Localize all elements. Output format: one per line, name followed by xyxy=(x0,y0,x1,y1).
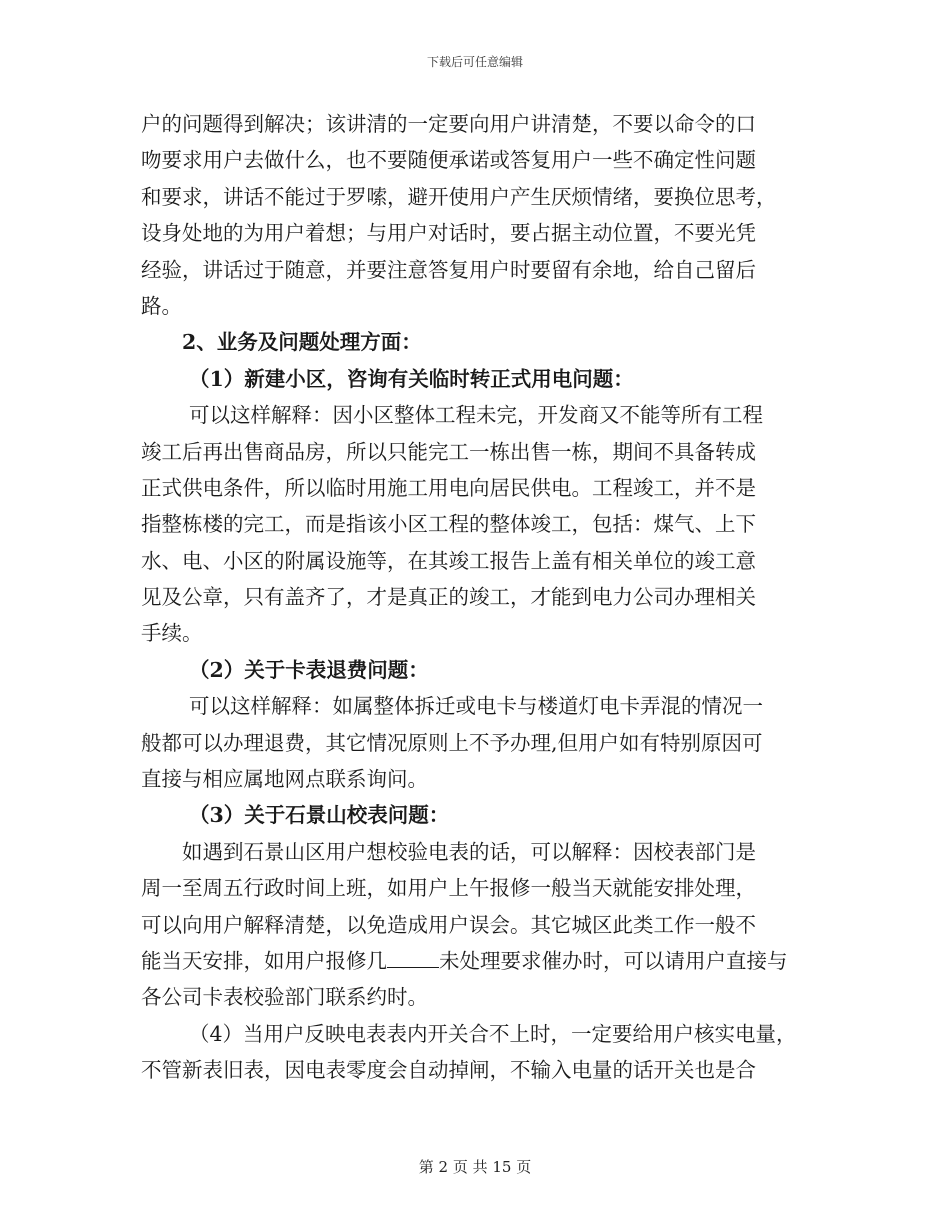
line-text-after-blank: 未处理要求催办时，可以请用户直接与 xyxy=(439,948,788,973)
line-text: 手续。 xyxy=(141,621,203,646)
text-line xyxy=(141,288,821,324)
text-line xyxy=(141,943,821,979)
text-line xyxy=(141,543,821,579)
text-line xyxy=(141,870,821,906)
text-line xyxy=(141,506,821,542)
text-line xyxy=(141,397,821,433)
line-text: 般都可以办理退费，其它情况原则上不予办理,但用户如有特别原因可 xyxy=(141,730,763,755)
line-text: 指整栋楼的完工，而是指该小区工程的整体竣工，包括：煤气、上下 xyxy=(141,512,756,537)
text-line xyxy=(141,725,821,761)
line-text: 竣工后再出售商品房，所以只能完工一栋出售一栋，期间不具备转成 xyxy=(141,439,756,464)
text-line xyxy=(141,1052,821,1088)
line-text: 见及公章，只有盖齐了，才是真正的竣工，才能到电力公司办理相关 xyxy=(141,585,756,610)
page-footer: 第 2 页 共 15 页 xyxy=(418,1158,532,1176)
document-body xyxy=(141,106,821,1089)
page-header: 下载后可任意编辑 xyxy=(426,55,523,69)
text-line xyxy=(141,579,821,615)
text-line xyxy=(141,1016,821,1052)
text-line xyxy=(141,834,821,870)
text-line xyxy=(141,688,821,724)
line-text: 吻要求用户去做什么，也不要随便承诺或答复用户一些不确定性问题 xyxy=(141,148,756,173)
text-line xyxy=(141,761,821,797)
line-text: 设身处地的为用户着想；与用户对话时，要占据主动位置，不要光凭 xyxy=(141,221,756,246)
line-text: 各公司卡表校验部门联系约时。 xyxy=(141,985,428,1010)
line-text: 水、电、小区的附属设施等，在其竣工报告上盖有相关单位的竣工意 xyxy=(141,548,756,573)
line-text: 和要求，讲话不能过于罗嗦，避开使用户产生厌烦情绪，要换位思考， xyxy=(141,184,777,209)
line-text: 正式供电条件，所以临时用施工用电向居民供电。工程竣工，并不是 xyxy=(141,475,756,500)
text-line xyxy=(141,434,821,470)
text-line xyxy=(141,215,821,251)
line-text: （2）关于卡表退费问题： xyxy=(189,657,429,682)
fill-in-blank xyxy=(387,947,439,968)
line-text: 周一至周五行政时间上班，如用户上午报修一般当天就能安排处理， xyxy=(141,876,756,901)
line-text: 可以向用户解释清楚，以免造成用户误会。其它城区此类工作一般不 xyxy=(141,912,756,937)
text-line xyxy=(141,615,821,651)
text-line xyxy=(141,179,821,215)
text-line xyxy=(141,979,821,1015)
line-text: 户的问题得到解决；该讲清的一定要向用户讲清楚，不要以命令的口 xyxy=(141,112,756,136)
line-text: 路。 xyxy=(141,293,182,318)
line-text: 不管新表旧表，因电表零度会自动掉闸，不输入电量的话开关也是合 xyxy=(141,1058,756,1083)
line-text: （3）关于石景山校表问题： xyxy=(189,803,450,828)
text-line xyxy=(141,652,821,688)
text-line xyxy=(141,324,821,360)
line-text: 2、业务及问题处理方面： xyxy=(182,330,422,355)
line-text: 经验，讲话过于随意，并要注意答复用户时要留有余地，给自己留后 xyxy=(141,257,756,282)
text-line xyxy=(141,106,821,142)
text-line xyxy=(141,470,821,506)
text-line xyxy=(141,142,821,178)
line-text: 能当天安排，如用户报修几 xyxy=(141,948,387,973)
line-text: （1）新建小区，咨询有关临时转正式用电问题： xyxy=(189,366,634,391)
text-line xyxy=(141,361,821,397)
line-text: 如遇到石景山区用户想校验电表的话，可以解释：因校表部门是 xyxy=(182,839,756,864)
text-line xyxy=(141,907,821,943)
line-text: （4）当用户反映电表表内开关合不上时，一定要给用户核实电量， xyxy=(189,1021,797,1046)
line-text: 直接与相应属地网点联系询问。 xyxy=(141,767,428,792)
line-text: 可以这样解释：因小区整体工程未完，开发商又不能等所有工程 xyxy=(189,403,763,428)
text-line xyxy=(141,252,821,288)
text-line xyxy=(141,797,821,833)
line-text: 可以这样解释：如属整体拆迁或电卡与楼道灯电卡弄混的情况一 xyxy=(189,694,763,719)
